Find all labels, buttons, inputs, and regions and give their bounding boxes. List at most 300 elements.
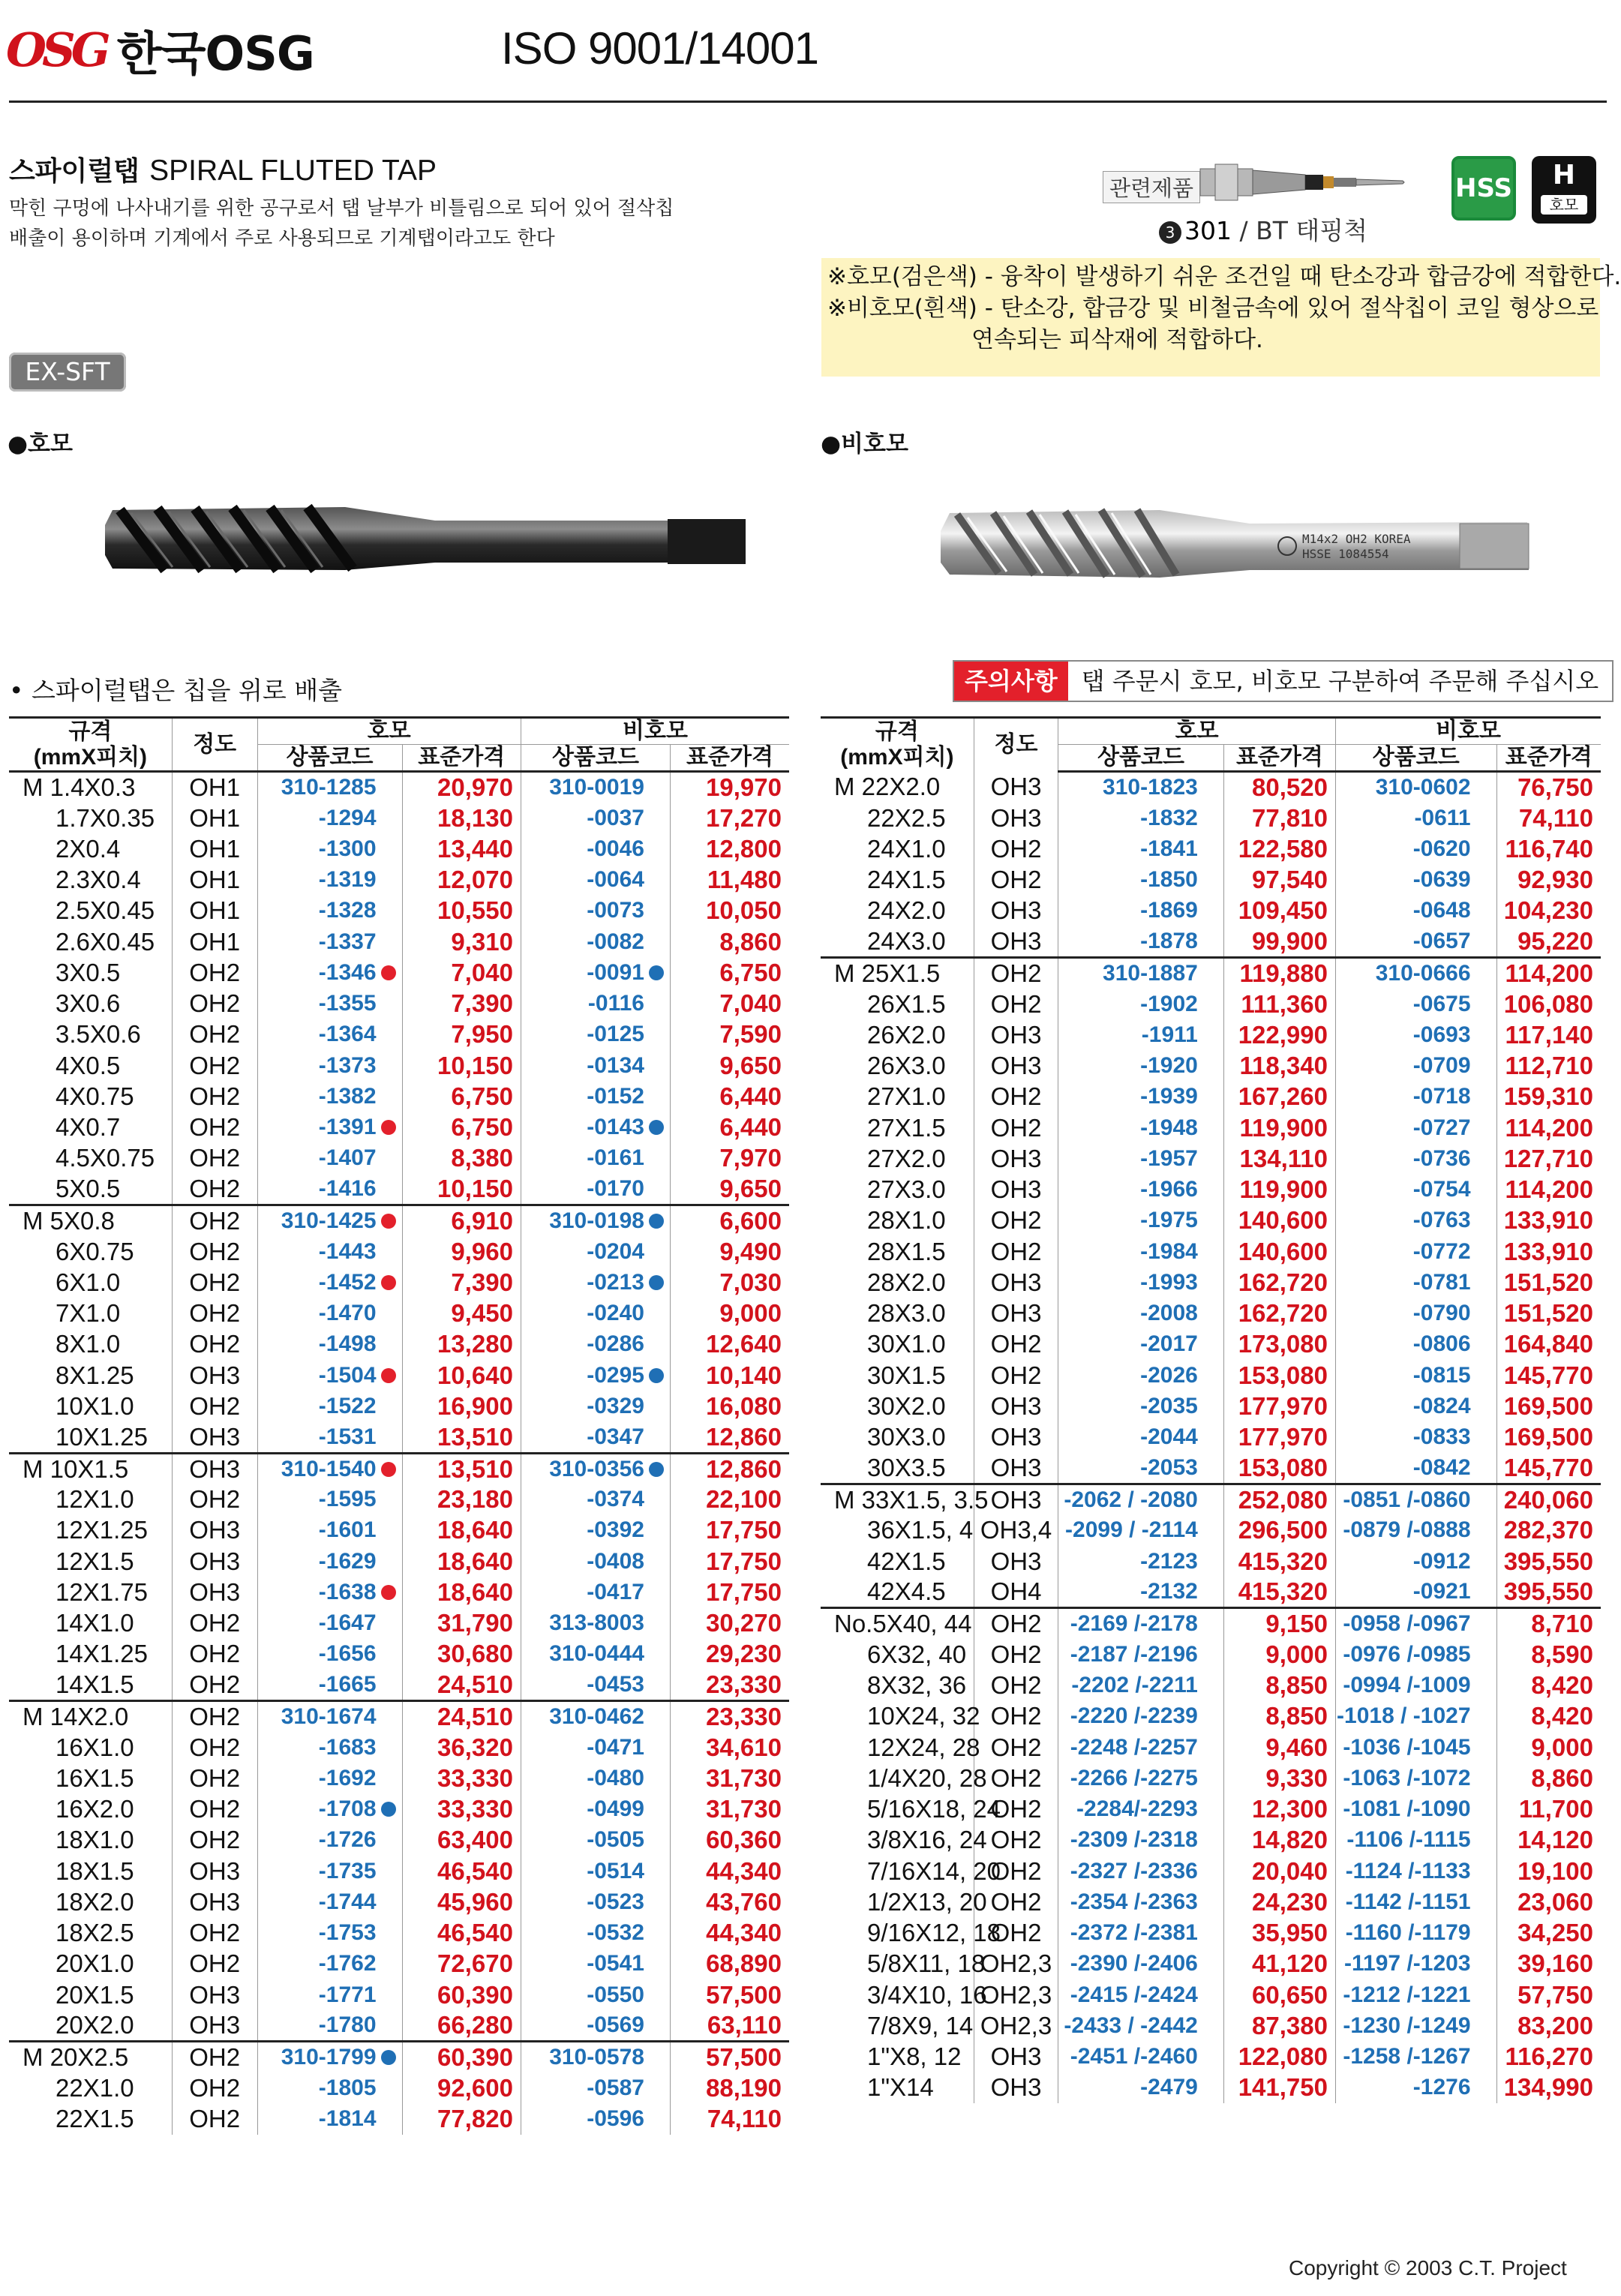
size-header-l1: 규격 [68, 719, 113, 744]
table-row [9, 1918, 789, 1949]
nonhomo-price-cell: 17,750 [706, 1516, 782, 1544]
table-row [9, 1546, 789, 1577]
nonhomo-code: 310-0578 [549, 2045, 644, 2070]
class-cell: OH2 [974, 1670, 1058, 1701]
homo-code: -1638 [318, 1579, 377, 1604]
nonhomo-code-cell [1335, 1329, 1496, 1360]
nonhomo-code: -0693 [1412, 1022, 1471, 1047]
class-cell: OH2,3 [974, 1979, 1058, 2010]
homo-code: 310-1540 [281, 1456, 377, 1481]
homo-price-cell: 9,460 [1223, 1732, 1335, 1763]
nonhomo-price-cell: 133,910 [1503, 1206, 1593, 1235]
nonhomo-code-cell [1335, 1794, 1496, 1825]
homo-price-cell: 46,540 [402, 1918, 521, 1949]
homo-code-cell [257, 1298, 402, 1329]
nonhomo-code: -0727 [1412, 1115, 1471, 1140]
homo-code: -2044 [1140, 1424, 1198, 1450]
nonhomo-code-cell [1335, 2072, 1496, 2103]
class-cell: OH2 [172, 1732, 257, 1763]
osg-logo-mark: OSG [6, 22, 107, 77]
class-cell: OH2 [172, 2104, 257, 2135]
homo-price-cell: 7,040 [402, 957, 521, 988]
size-cell: 20X1.0 [9, 1949, 172, 1979]
homo-price-cell: 24,510 [402, 1701, 521, 1733]
homo-code: -1902 [1140, 991, 1198, 1016]
table-row [9, 1856, 789, 1886]
homo-code-cell [1058, 1886, 1224, 1917]
table-row [821, 2072, 1601, 2103]
homo-price-cell: 119,900 [1223, 1175, 1335, 1205]
nonhomo-code: -0374 [587, 1487, 644, 1512]
homo-code-cell [257, 896, 402, 926]
class-cell: OH2,3 [974, 1949, 1058, 1979]
size-cell: 3X0.5 [9, 957, 172, 988]
blue-dot-icon [381, 2050, 396, 2065]
nonhomo-price-cell: 39,160 [1517, 1949, 1593, 1978]
size-cell: 8X32, 36 [821, 1670, 974, 1701]
nonhomo-code: -0453 [587, 1672, 644, 1697]
homo-code: -1294 [318, 805, 377, 830]
homo-code-cell [257, 1236, 402, 1267]
table-row [9, 1391, 789, 1421]
size-cell: 26X3.0 [821, 1051, 974, 1082]
table-row [9, 833, 789, 864]
nonhomo-code: -0082 [587, 929, 644, 954]
blue-dot-icon [381, 1802, 396, 1817]
homo-code-cell [257, 957, 402, 988]
note-line-2: ※비호모(흰색) - 탄소강, 합금강 및 비철금속에 있어 절삭칩이 코일 형상으로 [827, 295, 1599, 322]
size-cell: 26X1.5 [821, 989, 974, 1019]
nonhomo-price-cell: 17,750 [706, 1547, 782, 1575]
nonhomo-price-cell: 117,140 [1505, 1020, 1593, 1049]
nonhomo-code-cell [1335, 1577, 1496, 1608]
homo-price-cell: 87,380 [1223, 2010, 1335, 2041]
nonhomo-price-cell: 76,750 [1517, 773, 1593, 801]
class-cell: OH2 [172, 1174, 257, 1205]
nonhomo-code: -1197 /-1203 [1344, 1951, 1471, 1976]
homo-code-cell [1058, 865, 1224, 896]
blue-dot-icon [649, 965, 664, 980]
nonhomo-price-cell: 10,140 [706, 1361, 782, 1389]
nonhomo-code-cell [1335, 1391, 1496, 1421]
nonhomo-code-cell [521, 772, 670, 803]
class-cell: OH2 [172, 2042, 257, 2073]
class-cell: OH2 [974, 1732, 1058, 1763]
related-product-info [1159, 212, 1367, 247]
homo-code: -1601 [318, 1517, 377, 1543]
homo-price-cell: 6,750 [402, 1081, 521, 1112]
size-cell: 2.6X0.45 [9, 926, 172, 957]
nonhomo-code-cell [521, 2010, 670, 2042]
homo-code: -1382 [318, 1083, 377, 1109]
coating-note [821, 258, 1621, 377]
homo-code-cell [1058, 1453, 1224, 1484]
homo-price-cell: 6,750 [402, 1112, 521, 1143]
nonhomo-code: -1160 /-1179 [1345, 1920, 1471, 1946]
homo-code: -1832 [1140, 805, 1198, 830]
homo-code-cell [1058, 772, 1224, 803]
homo-price-cell: 14,820 [1223, 1825, 1335, 1856]
table-row [821, 1701, 1601, 1732]
homo-code-cell [1058, 1422, 1224, 1453]
nonhomo-code: -0657 [1412, 929, 1471, 953]
nonhomo-code-cell [521, 1794, 670, 1825]
nonhomo-price-cell: 12,800 [706, 834, 782, 863]
class-cell: OH3 [172, 1422, 257, 1454]
homo-code: 310-1823 [1103, 775, 1198, 800]
homo-code: -1850 [1140, 867, 1198, 893]
homo-price-cell: 8,380 [402, 1143, 521, 1174]
nonhomo-price-cell: 43,760 [706, 1887, 782, 1916]
table-row [821, 1051, 1601, 1082]
nonhomo-code: -0912 [1412, 1548, 1471, 1574]
iso-certification: ISO 9001/14001 [501, 23, 819, 74]
homo-price-cell: 41,120 [1223, 1949, 1335, 1979]
nonhomo-code-cell [1335, 1701, 1496, 1732]
nonhomo-price-cell: 83,200 [1517, 2011, 1593, 2039]
class-cell: OH1 [172, 926, 257, 957]
homo-code: -1391 [318, 1115, 377, 1140]
homo-price-cell: 66,280 [402, 2010, 521, 2042]
nonhomo-code: -0754 [1412, 1177, 1471, 1202]
homo-price-cell: 122,990 [1223, 1019, 1335, 1050]
red-dot-icon [381, 1368, 396, 1383]
size-cell: 10X1.25 [9, 1422, 172, 1454]
class-cell: OH3 [172, 1886, 257, 1917]
homo-price-cell: 33,330 [402, 1763, 521, 1793]
nonhomo-code: -0125 [587, 1022, 644, 1047]
homo-price-cell: 7,390 [402, 1267, 521, 1298]
homo-price-cell: 118,340 [1223, 1051, 1335, 1082]
homo-price-cell: 45,960 [402, 1886, 521, 1917]
class-cell: OH2 [974, 1329, 1058, 1360]
nonhomo-code: -0709 [1412, 1053, 1471, 1079]
homo-code-cell [1058, 1082, 1224, 1112]
class-cell: OH3 [974, 896, 1058, 926]
homo-price-header: 표준가격 [402, 745, 521, 772]
table-row [821, 1979, 1601, 2010]
nonhomo-price-cell: 151,520 [1503, 1268, 1593, 1296]
class-cell: OH2 [172, 1298, 257, 1329]
class-cell: OH2 [974, 1886, 1058, 1917]
table-row [821, 989, 1601, 1019]
homo-code-cell [1058, 1825, 1224, 1856]
nonhomo-price-cell: 30,270 [706, 1609, 782, 1637]
nonhomo-price-cell: 12,860 [670, 1453, 789, 1484]
series-code-badge: EX-SFT [9, 353, 126, 392]
class-cell: OH3 [974, 1453, 1058, 1484]
homo-code: -2433 / -2442 [1064, 2012, 1198, 2038]
nonhomo-code-cell [1335, 1175, 1496, 1205]
homo-code: -1647 [318, 1610, 377, 1636]
table-row [9, 1050, 789, 1081]
homo-code: 310-1425 [281, 1208, 377, 1233]
class-cell: OH3 [974, 1391, 1058, 1421]
homo-code-cell [1058, 1298, 1224, 1329]
table-row [821, 1298, 1601, 1329]
homo-price-cell: 10,550 [402, 896, 521, 926]
nonhomo-code-cell [1335, 1515, 1496, 1546]
homo-code: -2035 [1140, 1393, 1198, 1418]
homo-code-cell [1058, 926, 1224, 958]
nonhomo-price-cell: 133,910 [1503, 1237, 1593, 1265]
homo-code: -2053 [1140, 1454, 1198, 1480]
table-row [9, 803, 789, 833]
nonhomo-price-cell: 23,330 [706, 1670, 782, 1698]
nonhomo-code-cell [521, 1484, 670, 1515]
homo-price-cell: 99,900 [1223, 926, 1335, 958]
homo-code: -2284/-2293 [1076, 1796, 1198, 1822]
homo-code-cell [257, 1763, 402, 1793]
nonhomo-price-cell: 169,500 [1503, 1391, 1593, 1420]
size-cell: 30X3.5 [821, 1453, 974, 1484]
homo-price-cell: 8,850 [1223, 1670, 1335, 1701]
size-cell: 24X1.5 [821, 865, 974, 896]
nonhomo-code: -0073 [587, 898, 644, 923]
desc-line-2: 배출이 용이하며 기계에서 주로 사용되므로 기계탭이라고도 한다 [9, 227, 555, 250]
homo-code: -2479 [1140, 2075, 1198, 2100]
nonhomo-code: -0295 [587, 1362, 644, 1388]
homo-code: -1771 [318, 1982, 377, 2007]
class-cell: OH2 [172, 1112, 257, 1143]
homo-code-cell [1058, 1763, 1224, 1793]
homo-price-cell: 18,640 [402, 1515, 521, 1546]
nonhomo-code-cell [521, 1298, 670, 1329]
homo-price-cell: 24,510 [402, 1670, 521, 1701]
nonhomo-price-cell: 31,730 [706, 1763, 782, 1792]
table-row [9, 1422, 789, 1454]
nonhomo-price-cell: 9,650 [719, 1051, 782, 1079]
nonhomo-image-label: ●비호모 [821, 431, 908, 458]
homo-code-cell [257, 1360, 402, 1391]
homo-code: -1984 [1140, 1238, 1198, 1264]
class-cell: OH2 [974, 1825, 1058, 1856]
class-cell: OH2 [172, 1670, 257, 1701]
homo-code-cell [257, 1670, 402, 1701]
nonhomo-price-cell: 12,640 [706, 1330, 782, 1358]
price-table-left-body [9, 772, 789, 2135]
class-cell: OH2 [172, 1329, 257, 1360]
homo-price-cell: 80,520 [1223, 772, 1335, 803]
homo-price-cell: 35,950 [1223, 1918, 1335, 1949]
homo-code: -2187 /-2196 [1070, 1641, 1198, 1667]
size-cell: 1/2X13, 20 [821, 1886, 974, 1917]
nonhomo-code-cell [521, 1112, 670, 1143]
homo-code-cell [1058, 1019, 1224, 1050]
size-cell: 24X3.0 [821, 926, 974, 958]
homo-code: -2169 /-2178 [1070, 1611, 1198, 1637]
nonhomo-price-cell: 14,120 [1517, 1826, 1593, 1854]
table-row [821, 1949, 1601, 1979]
size-cell: 3.5X0.6 [9, 1019, 172, 1050]
price-table-right-body [821, 772, 1601, 2104]
class-cell: OH2,3 [974, 2010, 1058, 2041]
red-dot-icon [381, 1275, 396, 1290]
nonhomo-code-cell [521, 1267, 670, 1298]
nonhomo-code-cell [1335, 1979, 1496, 2010]
nonhomo-price-cell: 34,250 [1517, 1919, 1593, 1947]
homo-code-cell [257, 1205, 402, 1237]
nonhomo-price-header: 표준가격 [1496, 745, 1601, 772]
nonhomo-code: 310-0444 [549, 1641, 644, 1667]
homo-price-cell: 119,900 [1223, 1112, 1335, 1143]
table-row [821, 1639, 1601, 1670]
table-row [9, 772, 789, 803]
homo-badge-letter: H [1552, 160, 1576, 191]
nonhomo-code: -0480 [587, 1765, 644, 1790]
homo-price-cell: 60,390 [402, 1979, 521, 2010]
red-dot-icon [381, 965, 396, 980]
nonhomo-code-cell [521, 1515, 670, 1546]
nonhomo-code: 310-0356 [549, 1456, 644, 1481]
table-row [9, 1329, 789, 1360]
nonhomo-price-cell: 44,340 [706, 1856, 782, 1885]
nonhomo-code-cell [521, 1422, 670, 1454]
nonhomo-code: -0550 [587, 1982, 644, 2007]
nonhomo-price-cell: 112,710 [1505, 1052, 1593, 1080]
homo-code: -2309 /-2318 [1070, 1827, 1198, 1853]
class-cell: OH2 [172, 1608, 257, 1639]
homo-price-header: 표준가격 [1223, 745, 1335, 772]
nonhomo-code: -1258 /-1267 [1343, 2044, 1471, 2069]
homo-image-label: ●호모 [8, 431, 73, 458]
size-cell: 6X1.0 [9, 1267, 172, 1298]
nonhomo-code-cell [1335, 1360, 1496, 1391]
nonhomo-code: -0611 [1414, 805, 1471, 830]
nonhomo-code: -0532 [587, 1920, 644, 1946]
homo-code: -2415 /-2424 [1070, 1982, 1198, 2007]
class-cell: OH3 [172, 1856, 257, 1886]
homo-code: -1683 [318, 1734, 377, 1760]
homo-price-cell: 252,080 [1223, 1484, 1335, 1515]
homo-code: -2248 /-2257 [1070, 1734, 1198, 1760]
homo-code-cell [257, 1112, 402, 1143]
homo-price-cell: 24,230 [1223, 1886, 1335, 1917]
homo-price-cell: 10,640 [402, 1360, 521, 1391]
class-cell: OH3 [974, 1143, 1058, 1174]
nonhomo-code: -0417 [587, 1579, 644, 1604]
homo-code: -1498 [318, 1331, 377, 1357]
class-header: 정도 [172, 718, 257, 772]
homo-code-header: 상품코드 [257, 745, 402, 772]
homo-code: -1470 [318, 1301, 377, 1326]
size-cell: 22X2.5 [821, 803, 974, 833]
nonhomo-price-cell: 159,310 [1503, 1082, 1593, 1111]
red-dot-icon [381, 1120, 396, 1135]
size-cell: 6X32, 40 [821, 1639, 974, 1670]
size-cell: 28X2.0 [821, 1267, 974, 1298]
size-cell: 12X1.0 [9, 1484, 172, 1515]
class-cell: OH3 [974, 772, 1058, 803]
nonhomo-price-cell: 9,000 [719, 1299, 782, 1328]
nonhomo-code: 310-0602 [1375, 775, 1471, 800]
nonhomo-price-cell: 17,270 [706, 803, 782, 832]
nonhomo-code-cell [521, 1825, 670, 1856]
nonhomo-price-cell: 29,230 [706, 1640, 782, 1668]
homo-code-cell [1058, 1577, 1224, 1608]
nonhomo-price-cell: 9,000 [1531, 1733, 1593, 1761]
nonhomo-code: -0064 [587, 867, 644, 893]
nonhomo-price-cell: 57,500 [670, 2042, 789, 2073]
hss-badge: HSS [1451, 156, 1516, 221]
class-cell: OH3 [172, 1546, 257, 1577]
homo-code-cell [257, 1050, 402, 1081]
homo-code-cell [257, 1329, 402, 1360]
homo-price-cell: 140,600 [1223, 1236, 1335, 1267]
table-row [821, 958, 1601, 989]
nonhomo-code: -0514 [587, 1858, 644, 1883]
class-cell: OH2 [974, 1205, 1058, 1236]
class-cell: OH2 [172, 1205, 257, 1237]
nonhomo-code: -0833 [1412, 1424, 1471, 1450]
homo-code: -1993 [1140, 1269, 1198, 1295]
table-row [821, 833, 1601, 864]
nonhomo-code: -1081 /-1090 [1343, 1796, 1471, 1822]
size-cell: 4X0.7 [9, 1112, 172, 1143]
homo-code-cell [1058, 1546, 1224, 1577]
nonhomo-code-cell [1335, 833, 1496, 864]
class-cell: OH2 [172, 989, 257, 1019]
nonhomo-code-cell [521, 989, 670, 1019]
homo-price-cell: 72,670 [402, 1949, 521, 1979]
table-row [821, 1453, 1601, 1484]
size-cell: 1"X14 [821, 2072, 974, 2103]
table-row [9, 1267, 789, 1298]
related-products-label: 관련제품 [1103, 171, 1200, 203]
nonhomo-code: -0815 [1412, 1362, 1471, 1388]
homo-code-cell [257, 1546, 402, 1577]
homo-code: -1522 [318, 1393, 377, 1418]
table-row [821, 1019, 1601, 1050]
homo-price-cell: 18,640 [402, 1546, 521, 1577]
table-row [821, 1825, 1601, 1856]
nonhomo-code-cell [1335, 926, 1496, 958]
size-cell: 2.5X0.45 [9, 896, 172, 926]
table-row [9, 1608, 789, 1639]
nonhomo-code: -0772 [1412, 1238, 1471, 1264]
nonhomo-code-cell [1335, 1298, 1496, 1329]
size-cell: 42X4.5 [821, 1577, 974, 1608]
nonhomo-price-cell: 8,420 [1531, 1671, 1593, 1700]
nonhomo-price-cell: 114,200 [1505, 1175, 1593, 1204]
class-cell: OH3 [974, 2072, 1058, 2103]
size-cell: 26X2.0 [821, 1019, 974, 1050]
nonhomo-price-cell: 11,700 [1518, 1795, 1593, 1823]
table-row [821, 1515, 1601, 1546]
homo-code-cell [1058, 1391, 1224, 1421]
nonhomo-code-cell [1335, 865, 1496, 896]
nonhomo-code-cell [521, 1918, 670, 1949]
nonhomo-price-cell: 127,710 [1503, 1144, 1593, 1172]
table-row [821, 1205, 1601, 1236]
nonhomo-code: -0471 [587, 1734, 644, 1760]
table-row [9, 1732, 789, 1763]
homo-code: -1814 [318, 2106, 377, 2132]
class-cell: OH2 [172, 1019, 257, 1050]
table-row [9, 1949, 789, 1979]
size-cell: 3/8X16, 24 [821, 1825, 974, 1856]
class-cell: OH2 [172, 1639, 257, 1670]
size-cell: M 14X2.0 [9, 1701, 172, 1733]
class-cell: OH3 [974, 1019, 1058, 1050]
size-cell: 27X1.0 [821, 1082, 974, 1112]
nonhomo-code-cell [521, 865, 670, 896]
table-row [9, 896, 789, 926]
size-cell: 27X1.5 [821, 1112, 974, 1143]
class-cell: OH2 [172, 2072, 257, 2103]
size-header-l2: (mmX피치) [33, 744, 148, 770]
homo-price-cell: 23,180 [402, 1484, 521, 1515]
